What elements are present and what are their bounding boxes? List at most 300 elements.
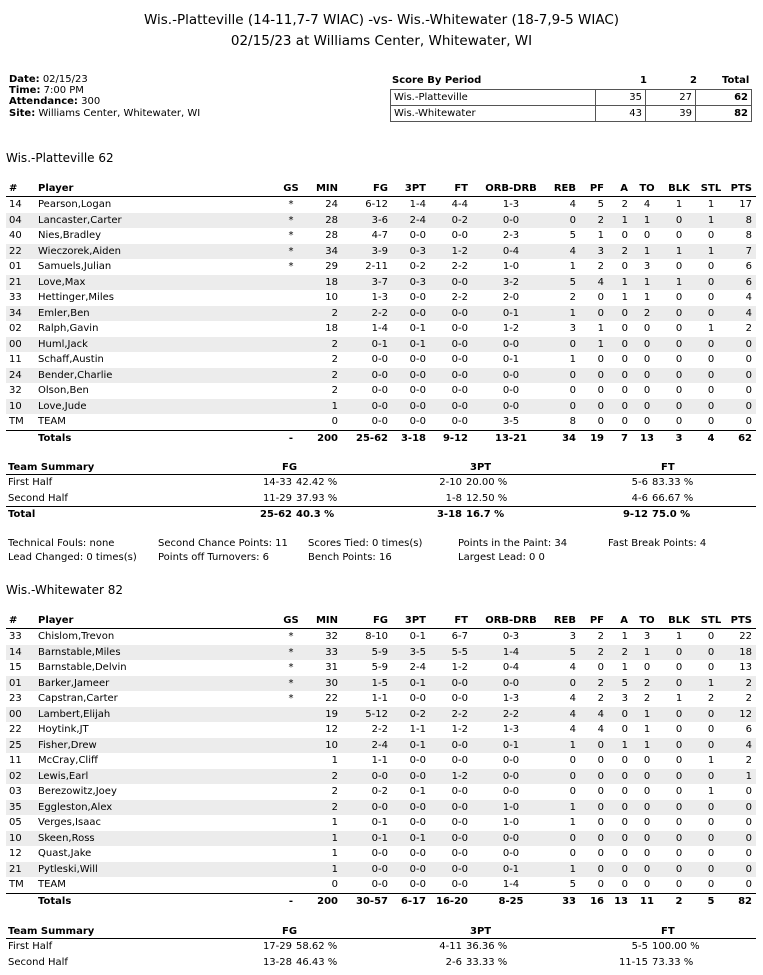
player-name: Bender,Charlie	[38, 369, 113, 381]
summary-period: Second Half	[8, 956, 68, 968]
column-header-pts: PTS	[730, 615, 752, 626]
player-name: Lancaster,Carter	[38, 214, 122, 226]
player-pts: 2	[745, 693, 752, 704]
player-stl: 1	[707, 323, 715, 334]
player-fg: 0-1	[371, 832, 388, 844]
summary-total-row	[6, 506, 756, 523]
player-to: 1	[643, 292, 651, 303]
player-num: 24	[9, 369, 22, 381]
table-row	[6, 306, 756, 322]
player-gs: *	[288, 631, 294, 642]
player-a: 0	[621, 385, 628, 396]
column-header-pts: PTS	[730, 183, 752, 194]
summary-ft-pct: 73.33 %	[652, 956, 694, 968]
player-gs: *	[288, 214, 294, 226]
player-pts: 12	[739, 708, 752, 720]
player-num: 33	[9, 631, 22, 642]
game-subtitle: 02/15/23 at Williams Center, Whitewater, WI	[230, 33, 533, 49]
totals-tpt: 6-17	[400, 895, 426, 907]
player-pts: 4	[745, 307, 752, 319]
player-fg: 6-12	[365, 199, 388, 210]
player-reb: 1	[569, 261, 576, 272]
player-min: 22	[325, 693, 338, 704]
player-fg: 0-1	[371, 338, 388, 350]
player-tpt: 1-4	[409, 199, 426, 210]
table-row	[6, 197, 756, 213]
player-a: 0	[621, 338, 628, 350]
player-reb: 0	[569, 848, 576, 859]
player-reb: 1	[569, 863, 576, 875]
player-ft: 0-0	[451, 323, 468, 334]
player-tpt: 0-0	[409, 693, 426, 704]
player-fg: 0-0	[371, 770, 388, 782]
summary-fg-header: FG	[282, 462, 298, 473]
player-min: 19	[325, 708, 338, 720]
table-row	[6, 738, 756, 754]
player-min: 2	[331, 307, 338, 319]
summary-3pt-header: 3PT	[470, 462, 492, 473]
player-a: 0	[621, 307, 628, 319]
player-min: 31	[325, 662, 338, 673]
box-score-platteville	[6, 181, 756, 448]
summary-fg: 17-29	[262, 941, 292, 952]
team-summary-header	[6, 460, 756, 475]
player-min: 2	[331, 369, 338, 381]
table-row	[6, 368, 756, 384]
table-row	[6, 691, 756, 707]
player-ft: 0-0	[451, 338, 468, 350]
player-pf: 4	[597, 276, 604, 288]
player-fg: 1-1	[371, 755, 388, 766]
summary-fg-header: FG	[282, 926, 298, 937]
summary-3pt-pct: 33.33 %	[466, 956, 508, 968]
player-ft: 0-0	[451, 677, 468, 689]
table-row	[6, 290, 756, 306]
player-num: 04	[9, 214, 22, 226]
totals-name: Totals	[38, 432, 72, 444]
player-tpt: 0-3	[409, 276, 426, 288]
player-tpt: 0-1	[409, 786, 426, 797]
player-fg: 0-1	[371, 817, 388, 828]
player-fg: 3-9	[371, 245, 388, 257]
totals-name: Totals	[38, 895, 72, 907]
player-a: 3	[621, 693, 628, 704]
player-pf: 0	[597, 786, 604, 797]
player-tpt: 3-5	[409, 646, 426, 658]
totals-tpt: 3-18	[400, 432, 426, 444]
player-pf: 3	[597, 245, 604, 257]
player-reb: 1	[569, 801, 576, 813]
column-header-fg: FG	[372, 615, 388, 626]
table-row	[6, 645, 756, 661]
totals-blk: 3	[675, 432, 683, 444]
player-stl: 0	[707, 863, 715, 875]
player-stl: 0	[707, 307, 715, 319]
player-num: 23	[9, 693, 22, 704]
player-ft: 0-0	[451, 693, 468, 704]
player-blk: 1	[675, 276, 683, 288]
player-stl: 0	[707, 338, 715, 350]
player-blk: 0	[675, 646, 683, 658]
player-to: 3	[643, 631, 651, 642]
player-pts: 0	[745, 832, 752, 844]
player-ft: 0-0	[451, 230, 468, 241]
player-tpt: 2-4	[409, 214, 426, 226]
player-gs: *	[288, 261, 294, 272]
player-tpt: 2-4	[409, 662, 426, 673]
player-reb: 2	[569, 292, 576, 303]
player-pf: 0	[597, 817, 604, 828]
player-min: 18	[325, 323, 338, 334]
team-summary-label: Team Summary	[8, 462, 95, 473]
team-summary-label: Team Summary	[8, 926, 95, 937]
player-ft: 0-0	[451, 848, 468, 859]
player-fg: 0-0	[371, 416, 388, 427]
player-to: 0	[643, 354, 651, 365]
player-num: TM	[9, 416, 24, 427]
player-to: 0	[643, 879, 651, 890]
player-fg: 0-0	[371, 369, 388, 381]
player-num: 01	[9, 677, 22, 689]
player-min: 24	[325, 199, 338, 210]
player-orb: 0-0	[502, 770, 520, 782]
technical-fouls: Technical Fouls: none	[8, 538, 115, 549]
column-header-reb: REB	[553, 615, 576, 626]
summary-ft: 9-12	[622, 509, 648, 520]
player-to: 0	[643, 662, 651, 673]
player-stl: 0	[707, 631, 715, 642]
player-tpt: 0-0	[409, 354, 426, 365]
player-stl: 0	[707, 292, 715, 303]
player-reb: 1	[569, 354, 576, 365]
player-blk: 0	[675, 739, 683, 751]
summary-period: Second Half	[8, 492, 68, 504]
player-ft: 1-2	[451, 724, 468, 735]
player-orb: 0-0	[502, 338, 520, 350]
player-tpt: 0-0	[409, 369, 426, 381]
lead-changed: Lead Changed: 0 times(s)	[8, 552, 137, 563]
summary-ft: 11-15	[618, 956, 648, 968]
player-blk: 0	[675, 879, 683, 890]
player-orb: 2-0	[502, 292, 520, 303]
period-total-label: Total	[722, 75, 750, 86]
sbp-total: 82	[696, 106, 752, 122]
player-reb: 1	[569, 739, 576, 751]
sbp-team: Wis.-Whitewater	[391, 106, 596, 122]
player-pf: 0	[597, 354, 604, 365]
player-pts: 8	[745, 230, 752, 241]
player-min: 0	[331, 416, 338, 427]
player-pf: 1	[597, 230, 604, 241]
player-fg: 4-7	[371, 230, 388, 241]
player-num: 25	[9, 739, 22, 751]
player-reb: 8	[569, 416, 576, 427]
player-blk: 0	[675, 338, 683, 350]
player-ft: 1-2	[451, 662, 468, 673]
player-name: Quast,Jake	[38, 848, 92, 859]
player-orb: 1-0	[502, 801, 520, 813]
player-to: 1	[643, 708, 651, 720]
player-pts: 2	[745, 677, 752, 689]
bench-points: Bench Points: 16	[308, 552, 392, 563]
player-pf: 0	[597, 369, 604, 381]
table-row	[6, 660, 756, 676]
player-fg: 2-4	[371, 739, 388, 751]
box-score-header	[6, 613, 756, 629]
player-pf: 0	[597, 307, 604, 319]
player-pf: 0	[597, 662, 604, 673]
team-summary-platteville	[6, 460, 756, 523]
team-summary-header	[6, 924, 756, 939]
player-gs: *	[288, 662, 294, 673]
totals-ft: 9-12	[442, 432, 468, 444]
summary-fg: 25-62	[260, 509, 292, 520]
player-to: 0	[643, 801, 651, 813]
player-name: Lambert,Elijah	[38, 708, 111, 720]
summary-3pt-pct: 36.36 %	[466, 941, 508, 952]
totals-fg: 25-62	[356, 432, 388, 444]
player-orb: 0-0	[502, 369, 520, 381]
score-by-period-table	[390, 89, 752, 122]
player-fg: 1-5	[371, 677, 388, 689]
period-2-label: 2	[690, 75, 697, 86]
player-blk: 0	[675, 770, 683, 782]
player-fg: 0-0	[371, 863, 388, 875]
table-row	[6, 784, 756, 800]
player-stl: 0	[707, 832, 715, 844]
table-row	[6, 399, 756, 415]
player-ft: 2-2	[451, 292, 468, 303]
column-header-min: MIN	[315, 615, 338, 626]
summary-fg-pct: 37.93 %	[296, 492, 338, 504]
player-reb: 0	[569, 755, 576, 766]
table-row	[6, 707, 756, 723]
player-tpt: 0-0	[409, 230, 426, 241]
player-to: 2	[643, 677, 651, 689]
player-pf: 0	[597, 801, 604, 813]
player-ft: 0-0	[451, 832, 468, 844]
player-stl: 0	[707, 817, 715, 828]
player-pts: 2	[745, 755, 752, 766]
table-row	[6, 259, 756, 275]
player-pts: 0	[745, 369, 752, 381]
player-tpt: 0-1	[409, 338, 426, 350]
player-to: 2	[643, 307, 651, 319]
player-orb: 0-1	[502, 307, 520, 319]
column-header-num: #	[9, 615, 18, 626]
team-heading-whitewater: Wis.-Whitewater 82	[6, 583, 124, 597]
player-num: 40	[9, 230, 22, 241]
player-a: 0	[621, 230, 628, 241]
player-to: 0	[643, 786, 651, 797]
summary-ft-pct: 66.67 %	[652, 492, 694, 504]
player-ft: 0-0	[451, 786, 468, 797]
player-pts: 7	[745, 245, 752, 257]
player-stl: 0	[707, 801, 715, 813]
player-to: 3	[643, 261, 651, 272]
player-ft: 1-2	[451, 770, 468, 782]
player-a: 0	[621, 755, 628, 766]
player-name: Barker,Jameer	[38, 677, 110, 689]
player-stl: 1	[707, 677, 715, 689]
player-reb: 3	[569, 631, 576, 642]
summary-ft: 5-5	[631, 941, 648, 952]
player-name: Hettinger,Miles	[38, 292, 114, 303]
team-heading-platteville: Wis.-Platteville 62	[6, 151, 114, 165]
column-header-num: #	[9, 183, 18, 194]
player-pts: 6	[745, 276, 752, 288]
player-to: 1	[643, 245, 651, 257]
column-header-pf: PF	[589, 183, 604, 194]
player-blk: 0	[675, 848, 683, 859]
player-a: 1	[621, 739, 628, 751]
player-pts: 18	[739, 646, 752, 658]
player-orb: 1-3	[502, 199, 520, 210]
player-ft: 0-0	[451, 369, 468, 381]
player-pf: 0	[597, 863, 604, 875]
player-pts: 0	[745, 801, 752, 813]
player-tpt: 0-0	[409, 755, 426, 766]
player-pts: 22	[739, 631, 752, 642]
column-header-blk: BLK	[668, 183, 690, 194]
totals-gs: -	[288, 432, 294, 444]
player-min: 34	[325, 245, 338, 257]
player-name: Capstran,Carter	[38, 693, 118, 704]
player-name: Verges,Isaac	[38, 817, 101, 828]
totals-reb: 33	[562, 895, 576, 907]
player-blk: 0	[675, 369, 683, 381]
player-num: 03	[9, 786, 22, 797]
summary-fg-pct: 42.42 %	[296, 477, 338, 488]
player-fg: 5-9	[371, 662, 388, 673]
summary-ft: 5-6	[631, 477, 648, 488]
player-fg: 2-11	[365, 261, 388, 272]
player-a: 1	[621, 214, 628, 226]
table-row	[6, 831, 756, 847]
player-orb: 0-0	[502, 786, 520, 797]
player-blk: 0	[675, 400, 683, 412]
player-ft: 0-0	[451, 307, 468, 319]
column-header-fg: FG	[372, 183, 388, 194]
player-ft: 0-0	[451, 755, 468, 766]
player-blk: 1	[675, 199, 683, 210]
player-name: Skeen,Ross	[38, 832, 95, 844]
summary-3pt: 2-10	[439, 477, 462, 488]
player-tpt: 0-0	[409, 385, 426, 396]
player-orb: 0-1	[502, 863, 520, 875]
player-to: 0	[643, 832, 651, 844]
player-ft: 1-2	[451, 245, 468, 257]
player-stl: 0	[707, 261, 715, 272]
score-by-period-label: Score By Period	[392, 75, 482, 86]
player-ft: 0-0	[451, 400, 468, 412]
player-blk: 1	[675, 631, 683, 642]
player-fg: 1-4	[371, 323, 388, 334]
player-blk: 0	[675, 292, 683, 303]
player-reb: 0	[569, 385, 576, 396]
score-by-period	[390, 75, 752, 119]
player-to: 1	[643, 214, 651, 226]
player-a: 0	[621, 848, 628, 859]
table-row	[391, 106, 752, 122]
column-header-stl: STL	[700, 615, 722, 626]
player-a: 0	[621, 863, 628, 875]
player-a: 5	[621, 677, 628, 689]
player-num: 05	[9, 817, 22, 828]
player-tpt: 0-2	[409, 708, 426, 720]
player-min: 2	[331, 354, 338, 365]
player-name: Pearson,Logan	[38, 199, 112, 210]
player-pts: 0	[745, 879, 752, 890]
summary-period: First Half	[8, 477, 53, 488]
player-name: Love,Jude	[38, 400, 87, 412]
column-header-ft: FT	[454, 183, 468, 194]
summary-ft-header: FT	[661, 462, 675, 473]
player-blk: 0	[675, 416, 683, 427]
player-name: Chislom,Trevon	[38, 631, 115, 642]
player-orb: 0-0	[502, 385, 520, 396]
player-pts: 0	[745, 863, 752, 875]
player-pf: 0	[597, 385, 604, 396]
player-pts: 1	[745, 770, 752, 782]
player-a: 2	[621, 245, 628, 257]
player-stl: 0	[707, 848, 715, 859]
player-num: TM	[9, 879, 24, 890]
player-a: 0	[621, 400, 628, 412]
player-tpt: 0-0	[409, 817, 426, 828]
player-stl: 0	[707, 739, 715, 751]
player-orb: 0-1	[502, 354, 520, 365]
totals-orb: 8-25	[498, 895, 524, 907]
player-name: Ralph,Gavin	[38, 323, 99, 334]
player-name: Berezowitz,Joey	[38, 786, 117, 797]
player-a: 0	[621, 369, 628, 381]
totals-min: 200	[317, 895, 338, 907]
player-orb: 2-2	[502, 708, 520, 720]
player-pf: 0	[597, 739, 604, 751]
player-name: McCray,Cliff	[38, 755, 98, 766]
player-name: Olson,Ben	[38, 385, 89, 396]
player-name: TEAM	[38, 416, 66, 427]
totals-blk: 2	[675, 895, 683, 907]
summary-ft-pct: 83.33 %	[652, 477, 694, 488]
player-reb: 0	[569, 400, 576, 412]
player-orb: 0-3	[502, 631, 520, 642]
player-num: 12	[9, 848, 22, 859]
player-blk: 0	[675, 230, 683, 241]
player-a: 1	[621, 276, 628, 288]
player-pf: 2	[597, 677, 604, 689]
player-pf: 0	[597, 770, 604, 782]
player-tpt: 0-0	[409, 400, 426, 412]
player-name: Eggleston,Alex	[38, 801, 113, 813]
player-pf: 4	[597, 708, 604, 720]
player-orb: 0-0	[502, 214, 520, 226]
column-header-to: TO	[639, 183, 655, 194]
column-header-stl: STL	[700, 183, 722, 194]
player-to: 0	[643, 338, 651, 350]
summary-3pt: 3-18	[436, 509, 462, 520]
player-to: 0	[643, 770, 651, 782]
totals-row	[6, 430, 756, 448]
totals-pf: 19	[590, 432, 604, 444]
table-row	[6, 213, 756, 229]
player-a: 1	[621, 662, 628, 673]
player-name: Nies,Bradley	[38, 230, 102, 241]
player-min: 10	[325, 292, 338, 303]
player-to: 0	[643, 385, 651, 396]
player-pf: 0	[597, 292, 604, 303]
